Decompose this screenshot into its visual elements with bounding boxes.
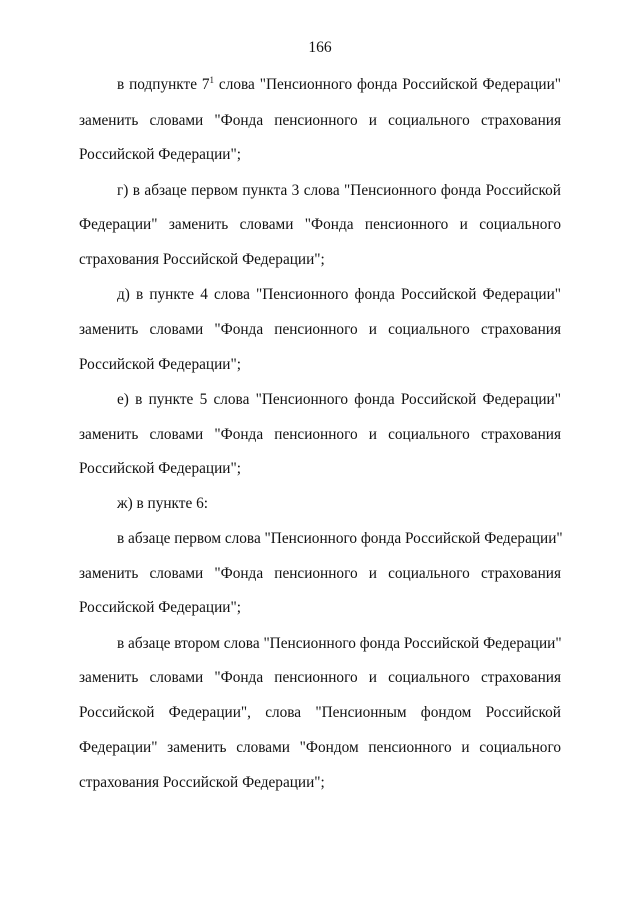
paragraph-line: заменить словами "Фонда пенсионного и социального страхования — [79, 112, 561, 129]
paragraph-line: г) в абзаце первом пункта 3 слова "Пенсионного фонда Российской — [117, 182, 561, 199]
page-number: 166 — [308, 39, 332, 56]
line-text-start: в подпункте 7 — [117, 76, 210, 93]
paragraph-line: в абзаце первом слова "Пенсионного фонда Российской Федерации" — [117, 530, 563, 547]
paragraph-line: Российской Федерации", слова "Пенсионным фондом Российской — [79, 704, 561, 721]
paragraph-line: е) в пункте 5 слова "Пенсионного фонда Российской Федерации" — [117, 391, 561, 408]
paragraph-line: Российской Федерации"; — [79, 599, 241, 616]
paragraph-line: Федерации" заменить словами "Фондом пенсионного и социального — [79, 739, 561, 756]
paragraph-line: страхования Российской Федерации"; — [79, 251, 325, 268]
paragraph-line: заменить словами "Фонда пенсионного и социального страхования — [79, 565, 561, 582]
paragraph-line: заменить словами "Фонда пенсионного и социального страхования — [79, 669, 561, 686]
paragraph-line: заменить словами "Фонда пенсионного и социального страхования — [79, 321, 561, 338]
paragraph-line: д) в пункте 4 слова "Пенсионного фонда Российской Федерации" — [117, 286, 561, 303]
paragraph-line: Российской Федерации"; — [79, 356, 241, 373]
line-text-end: слова "Пенсионного фонда Российской Федерации" — [214, 76, 561, 93]
paragraph-line: Федерации" заменить словами "Фонда пенсионного и социального — [79, 216, 561, 233]
paragraph-line: страхования Российской Федерации"; — [79, 774, 325, 791]
paragraph-line: ж) в пункте 6: — [117, 495, 208, 512]
paragraph-line — [117, 75, 561, 95]
paragraph-line: в абзаце втором слова "Пенсионного фонда Российской Федерации" — [117, 635, 562, 652]
superscript: 1 — [209, 75, 215, 85]
paragraph-line: Российской Федерации"; — [79, 460, 241, 477]
paragraph-line: заменить словами "Фонда пенсионного и социального страхования — [79, 426, 561, 443]
paragraph-line: Российской Федерации"; — [79, 146, 241, 163]
